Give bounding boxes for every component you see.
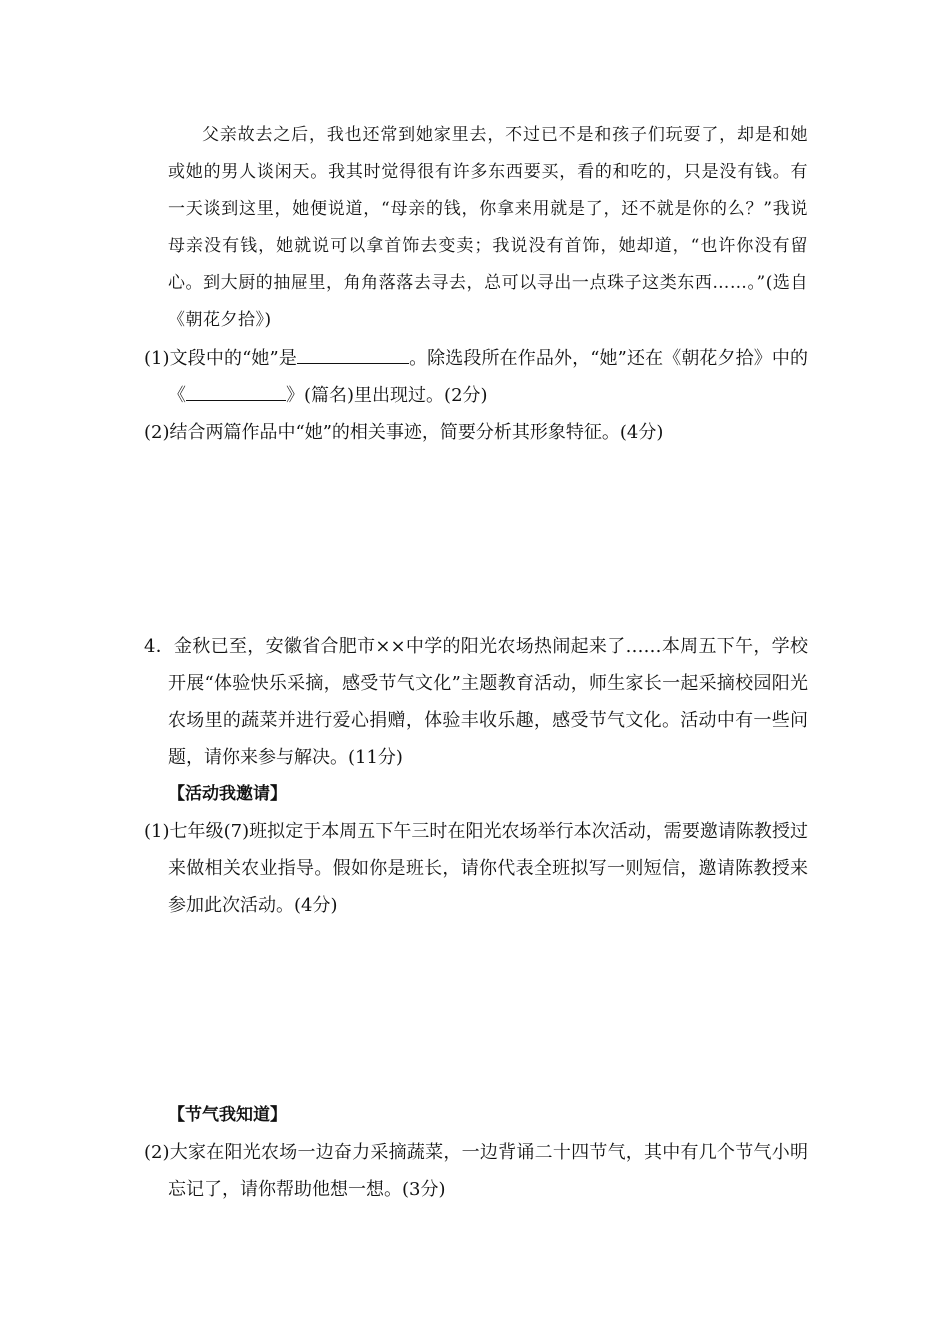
subquestion-1-part3: 》(篇名)里出现过。(2分) <box>286 385 488 406</box>
section-heading-invitation: 【活动我邀请】 <box>168 784 287 804</box>
question-4-part-2 <box>144 1097 808 1208</box>
subquestion-1-part1: (1)文段中的“她”是 <box>144 348 297 369</box>
question-4-intro: 4．金秋已至，安徽省合肥市××中学的阳光农场热闹起来了……本周五下午，学校开展“体验快乐采摘，感受节气文化”主题教育活动，师生家长一起采摘校园阳光农场里的蔬菜并进行爱心捐赠，体验丰收乐趣，感受节气文化。活动中有一些问题，请你来参与解决。(11分) <box>144 636 808 768</box>
question-3-subquestions <box>144 340 808 451</box>
answer-blank-name[interactable] <box>297 343 409 364</box>
question-4-subquestion-1: (1)七年级(7)班拟定于本周五下午三时在阳光农场举行本次活动，需要邀请陈教授过来做相关农业指导。假如你是班长，请你代表全班拟写一则短信，邀请陈教授来参加此次活动。(4分) <box>144 821 808 916</box>
question-4 <box>144 628 808 924</box>
subquestion-2: (2)结合两篇作品中“她”的相关事迹，简要分析其形象特征。(4分) <box>144 422 664 443</box>
passage-text: 父亲故去之后，我也还常到她家里去，不过已不是和孩子们玩耍了，却是和她或她的男人谈闲天。我其时觉得很有许多东西要买，看的和吃的，只是没有钱。有一天谈到这里，她便说道，“母亲的钱，你拿来用就是了，还不就是你的么？”我说母亲没有钱，她就说可以拿首饰去变卖；我说没有首饰，她却道，“也许你没有留心。到大厨的抽屉里，角角落落去寻去，总可以寻出一点珠子这类东西……。”(选自《朝花夕拾》) <box>168 125 808 330</box>
question-4-subquestion-2: (2)大家在阳光农场一边奋力采摘蔬菜，一边背诵二十四节气，其中有几个节气小明忘记了，请你帮助他想一想。(3分) <box>144 1142 808 1200</box>
section-heading-solar-terms: 【节气我知道】 <box>168 1105 287 1125</box>
subquestion-1 <box>144 340 808 414</box>
subquestion-1-part2: 。除选段所在作品外，“她”还在《朝花夕拾》中的《 <box>168 348 809 406</box>
reading-passage <box>144 117 808 339</box>
answer-blank-title[interactable] <box>186 380 286 401</box>
